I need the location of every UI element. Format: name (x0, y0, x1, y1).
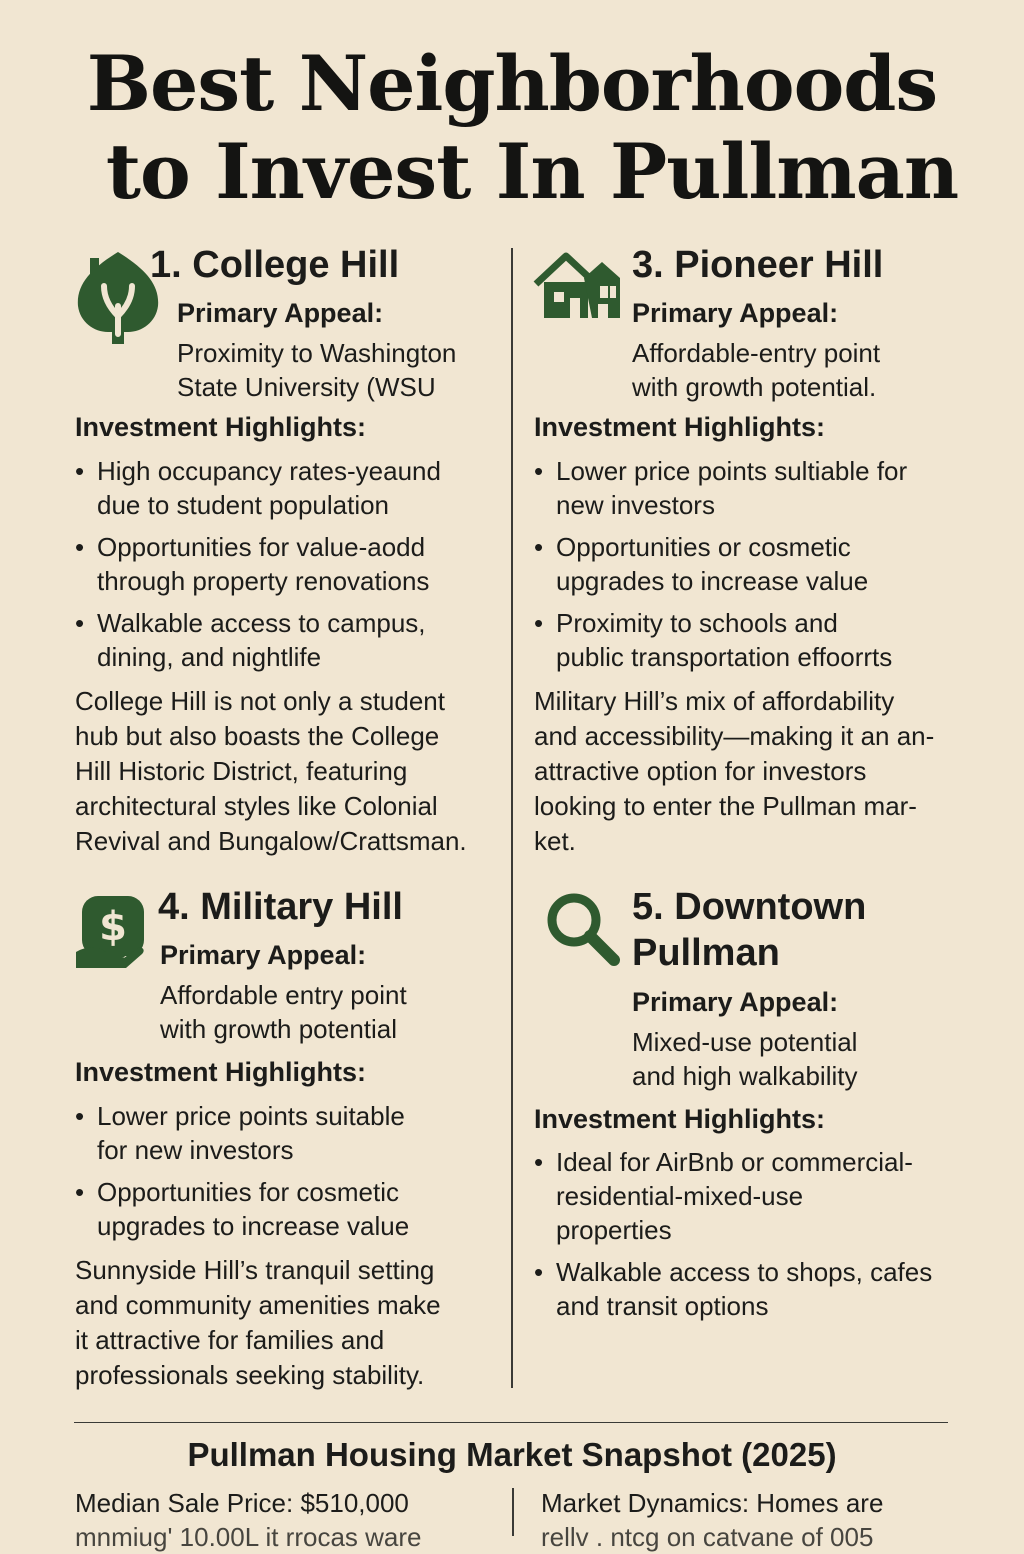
svg-text:$: $ (99, 904, 127, 950)
houses-icon (532, 248, 622, 320)
list-item: • Opportunities or cosmetic upgrades to increase value (534, 530, 907, 598)
investment-highlights-label: Investment Highlights: (75, 412, 367, 442)
section-title-military-hill: 4. Military Hill (158, 886, 403, 928)
title-line-1: Best Neighborhoods (86, 39, 938, 128)
magnifier-icon (544, 890, 620, 966)
list-item: • Walkable access to campus, dining, and nightlife (75, 606, 441, 674)
dollar-hand-icon (76, 894, 146, 970)
section-paragraph: College Hill is not only a student hub but also boasts the College Hill Historic District, featuring architectural styles like Colonial Revival and Bungalow/Crattsman. (75, 686, 467, 856)
primary-appeal-text: Affordable entry point with growth potential (160, 980, 407, 1044)
investment-highlights-label: Investment Highlights: (75, 1057, 367, 1087)
section-title-pioneer-hill: 3. Pioneer Hill (632, 244, 884, 286)
primary-appeal-label: Primary Appeal: (632, 298, 839, 328)
median-sale-price: Median Sale Price: $510,000 mnmiug' 10.00L it rrocas ware (75, 1488, 422, 1552)
primary-appeal-text: Mixed-use potential and high walkability (632, 1027, 858, 1091)
investment-highlights-label: Investment Highlights: (534, 1104, 826, 1134)
primary-appeal-label: Primary Appeal: (160, 940, 367, 970)
list-item: • Lower price points sultiable for new investors (534, 454, 907, 522)
list-item: • Proximity to schools and public transportation effoorrts (534, 606, 907, 674)
list-item: • Ideal for AirBnb or commercial- residential-mixed-use properties (534, 1145, 932, 1247)
primary-appeal-label: Primary Appeal: (632, 987, 839, 1017)
section-title-downtown-pullman: 5. Downtown Pullman (632, 886, 867, 974)
highlights-list (75, 454, 441, 682)
snapshot-title: Pullman Housing Market Snapshot (2025) (187, 1436, 837, 1473)
page-title (0, 40, 1024, 216)
highlights-list (534, 1145, 932, 1331)
investment-highlights-label: Investment Highlights: (534, 412, 826, 442)
list-item: • Walkable access to shops, cafes and transit options (534, 1255, 932, 1323)
highlights-list (534, 454, 907, 682)
column-divider (511, 248, 513, 1388)
primary-appeal-text: Affordable-entry point with growth potential. (632, 338, 881, 402)
section-paragraph: Sunnyside Hill’s tranquil setting and community amenities make it attractive for families and professionals seeking stability. (75, 1255, 441, 1390)
list-item: • Opportunities for cosmetic upgrades to increase value (75, 1175, 409, 1243)
leaf-icon (74, 250, 162, 346)
section-paragraph: Military Hill’s mix of affordability and accessibility—making it an an- attractive option for investors looking to enter the Pullman mar- ket. (534, 686, 935, 856)
list-item: • Lower price points suitable for new investors (75, 1099, 409, 1167)
section-title-college-hill: 1. College Hill (150, 244, 400, 286)
list-item: • High occupancy rates-yeaund due to student population (75, 454, 441, 522)
primary-appeal-label: Primary Appeal: (177, 298, 384, 328)
market-dynamics: Market Dynamics: Homes are rellv . ntcg on catvane of 005 (541, 1488, 884, 1552)
list-item: • Opportunities for value-aodd through property renovations (75, 530, 441, 598)
highlights-list (75, 1099, 409, 1251)
primary-appeal-text: Proximity to Washington State University (WSU (177, 338, 457, 402)
snapshot-divider (74, 1422, 948, 1423)
title-line-2: to Invest In Pullman (105, 127, 959, 216)
snapshot-column-divider (512, 1488, 514, 1536)
